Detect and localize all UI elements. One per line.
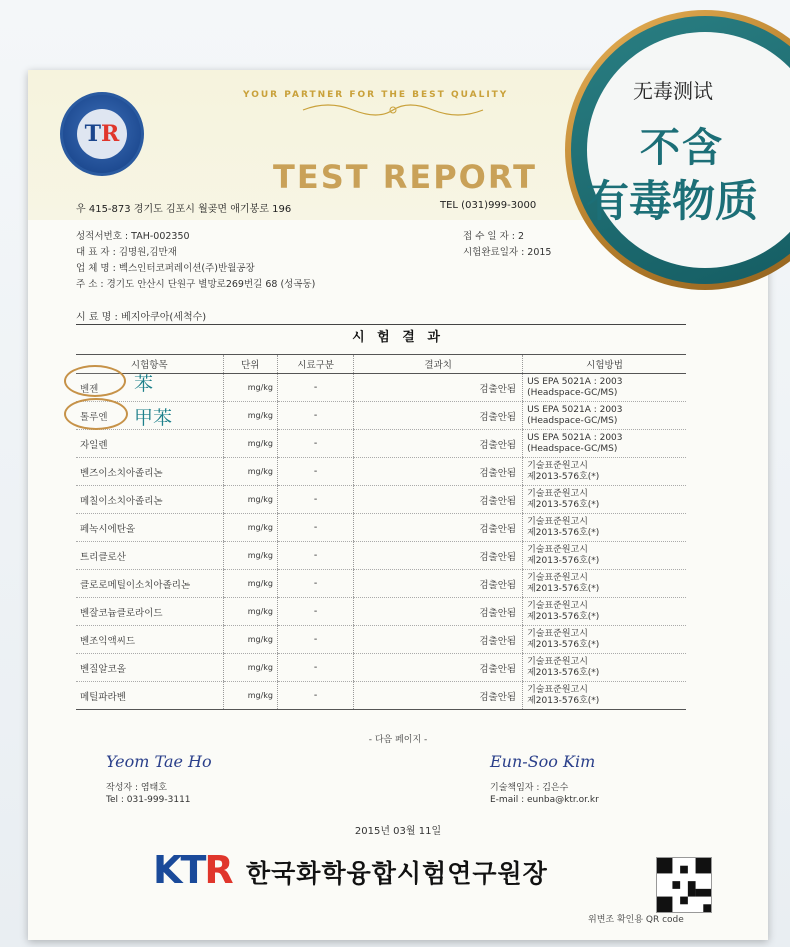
cell-method	[523, 430, 686, 458]
cell-item-name: 자일렌	[76, 430, 223, 458]
method-line-1: US EPA 5021A : 2003	[527, 404, 623, 415]
cell-result: 검출안됨	[354, 626, 523, 654]
method-line-2: 제2013-576호(*)	[527, 667, 600, 678]
cell-method	[523, 458, 686, 486]
cell-unit: mg/kg	[223, 654, 277, 682]
table-row	[76, 458, 686, 486]
method-line-1: 기술표준원고시	[527, 684, 588, 695]
col-header-unit: 단위	[223, 355, 277, 374]
cell-sample-class: -	[278, 374, 354, 402]
cell-item-name: 톨루엔	[76, 402, 223, 430]
cell-sample-class: -	[278, 542, 354, 570]
table-row	[76, 626, 686, 654]
cell-unit: mg/kg	[223, 514, 277, 542]
company-address-label: 주 소 :	[76, 279, 104, 290]
table-header-row	[76, 355, 686, 374]
representative: 김명원,김만재	[118, 247, 177, 258]
results-title: 시 험 결 과	[352, 330, 444, 345]
ornament-icon	[298, 100, 488, 120]
cell-sample-class: -	[278, 402, 354, 430]
ktr-logo: KTR	[153, 848, 232, 892]
method-line-2: 제2013-576호(*)	[527, 583, 600, 594]
method-line-1: 기술표준원고시	[527, 544, 588, 555]
institute-name: 한국화학융합시험연구원장	[246, 859, 548, 888]
company: 벡스인터코퍼레이션(주)반월공장	[118, 263, 255, 274]
cell-result: 검출안됨	[354, 458, 523, 486]
company-address: 경기도 안산시 단원구 별망로269번길 68 (성곡동)	[106, 279, 316, 290]
method-line-2: 제2013-576호(*)	[527, 527, 600, 538]
method-line-2: 제2013-576호(*)	[527, 695, 600, 706]
author-signature: Yeom Tae Ho	[106, 752, 212, 771]
method-line-1: 기술표준원고시	[527, 628, 588, 639]
method-line-2: 제2013-576호(*)	[527, 471, 600, 482]
divider	[76, 324, 686, 325]
method-line-1: 기술표준원고시	[527, 488, 588, 499]
author-tel: Tel : 031-999-3111	[106, 795, 191, 805]
col-header-result: 결과치	[354, 355, 523, 374]
method-line-1: US EPA 5021A : 2003	[527, 432, 623, 443]
cell-unit: mg/kg	[223, 542, 277, 570]
qr-label: 위변조 확인용 QR code	[588, 915, 684, 925]
method-line-1: US EPA 5021A : 2003	[527, 376, 623, 387]
cell-item-name: 벤즈이소치아졸리논	[76, 458, 223, 486]
table-row	[76, 682, 686, 710]
report-number-label: 성적서번호 :	[76, 231, 129, 242]
completed-date: 시험완료일자 : 2015	[463, 247, 552, 258]
tech-manager-email: E-mail : eunba@ktr.or.kr	[490, 795, 599, 805]
badge-line-1: 无毒测试	[633, 79, 713, 103]
tech-manager-name: 기술책임자 : 김은수	[490, 783, 569, 793]
sample-label: 시 료 명 :	[76, 312, 118, 323]
author-name: 작성자 : 염태호	[106, 783, 167, 793]
tech-manager-info	[490, 782, 599, 806]
benzene-chinese-label: 苯	[134, 373, 154, 395]
cell-unit: mg/kg	[223, 486, 277, 514]
report-title: TEST REPORT	[273, 158, 537, 196]
cell-unit: mg/kg	[223, 682, 277, 710]
table-row	[76, 514, 686, 542]
report-number-row	[76, 228, 190, 242]
tech-manager-signature: Eun-Soo Kim	[490, 752, 596, 771]
cell-unit: mg/kg	[223, 458, 277, 486]
cell-item-name: 메틸파라벤	[76, 682, 223, 710]
cell-result: 검출안됨	[354, 486, 523, 514]
method-line-2: (Headspace-GC/MS)	[527, 387, 618, 398]
cell-result: 검출안됨	[354, 430, 523, 458]
company-address-row	[76, 276, 315, 290]
company-row	[76, 260, 255, 274]
report-tagline: YOUR PARTNER FOR THE BEST QUALITY	[243, 90, 509, 100]
cell-sample-class: -	[278, 458, 354, 486]
cell-item-name: 클로로메틸이소치아졸리논	[76, 570, 223, 598]
cell-result: 검출안됨	[354, 514, 523, 542]
sample-name: 베지아쿠아(세척수)	[121, 312, 207, 323]
cell-result: 검출안됨	[354, 654, 523, 682]
highlight-circle-toluene	[64, 398, 128, 430]
cell-method	[523, 570, 686, 598]
sample-row	[76, 308, 206, 323]
method-line-2: (Headspace-GC/MS)	[527, 443, 618, 454]
report-number: TAH-002350	[131, 231, 190, 242]
method-line-1: 기술표준원고시	[527, 572, 588, 583]
table-row	[76, 374, 686, 402]
cell-sample-class: -	[278, 514, 354, 542]
issuer-tel: TEL (031)999-3000	[440, 200, 537, 211]
cell-method	[523, 598, 686, 626]
col-header-class: 시료구분	[278, 355, 354, 374]
table-row	[76, 570, 686, 598]
cell-sample-class: -	[278, 486, 354, 514]
cell-unit: mg/kg	[223, 626, 277, 654]
cell-result: 검출안됨	[354, 374, 523, 402]
cell-method	[523, 682, 686, 710]
cell-item-name: 페녹시에탄올	[76, 514, 223, 542]
ktr-seal-logo: TR	[60, 92, 144, 176]
table-row	[76, 654, 686, 682]
cell-item-name: 메칠이소치아졸리논	[76, 486, 223, 514]
cell-result: 검출안됨	[354, 570, 523, 598]
method-line-1: 기술표준원고시	[527, 600, 588, 611]
cell-result: 검출안됨	[354, 598, 523, 626]
method-line-2: 제2013-576호(*)	[527, 555, 600, 566]
issuer-address: 우 415-873 경기도 김포시 월곶면 애기봉로 196	[76, 204, 292, 215]
cell-sample-class: -	[278, 626, 354, 654]
cell-method	[523, 654, 686, 682]
representative-label: 대 표 자 :	[76, 247, 116, 258]
next-page-note: - 다음 페이지 -	[368, 735, 428, 745]
cell-sample-class: -	[278, 682, 354, 710]
cell-unit: mg/kg	[223, 374, 277, 402]
cell-method	[523, 542, 686, 570]
cell-result: 검출안됨	[354, 402, 523, 430]
table-row	[76, 542, 686, 570]
cell-item-name: 벤조익액씨드	[76, 626, 223, 654]
cell-item-name: 벤질알코올	[76, 654, 223, 682]
cell-result: 검출안됨	[354, 682, 523, 710]
cell-unit: mg/kg	[223, 430, 277, 458]
received-date: 접 수 일 자 : 2	[463, 231, 525, 242]
cell-item-name: 벤잘코늄클로라이드	[76, 598, 223, 626]
method-line-1: 기술표준원고시	[527, 516, 588, 527]
col-header-method: 시험방법	[523, 355, 686, 374]
cell-method	[523, 374, 686, 402]
method-line-2: (Headspace-GC/MS)	[527, 415, 618, 426]
highlight-circle-benzene	[64, 365, 126, 397]
table-row	[76, 598, 686, 626]
cell-sample-class: -	[278, 430, 354, 458]
cell-method	[523, 402, 686, 430]
col-header-item: 시험항목	[76, 355, 223, 374]
method-line-2: 제2013-576호(*)	[527, 499, 600, 510]
cell-method	[523, 514, 686, 542]
method-line-1: 기술표준원고시	[527, 460, 588, 471]
author-info	[106, 782, 191, 806]
cell-sample-class: -	[278, 598, 354, 626]
cell-sample-class: -	[278, 654, 354, 682]
company-label: 업 체 명 :	[76, 263, 116, 274]
qr-code-icon	[656, 857, 712, 913]
cell-unit: mg/kg	[223, 570, 277, 598]
cell-sample-class: -	[278, 570, 354, 598]
cell-item-name: 벤젠	[76, 374, 223, 402]
cell-unit: mg/kg	[223, 402, 277, 430]
method-line-1: 기술표준원고시	[527, 656, 588, 667]
badge-line-3: 有毒物质	[586, 177, 758, 227]
table-row	[76, 486, 686, 514]
cell-item-name: 트리클로산	[76, 542, 223, 570]
cell-method	[523, 486, 686, 514]
cell-method	[523, 626, 686, 654]
toluene-chinese-label: 甲苯	[134, 407, 173, 429]
badge-line-2: 不含	[640, 125, 724, 171]
cell-unit: mg/kg	[223, 598, 277, 626]
representative-row	[76, 244, 177, 258]
method-line-2: 제2013-576호(*)	[527, 611, 600, 622]
cell-result: 검출안됨	[354, 542, 523, 570]
method-line-2: 제2013-576호(*)	[527, 639, 600, 650]
issue-date: 2015년 03월 11일	[354, 826, 442, 837]
table-row	[76, 430, 686, 458]
